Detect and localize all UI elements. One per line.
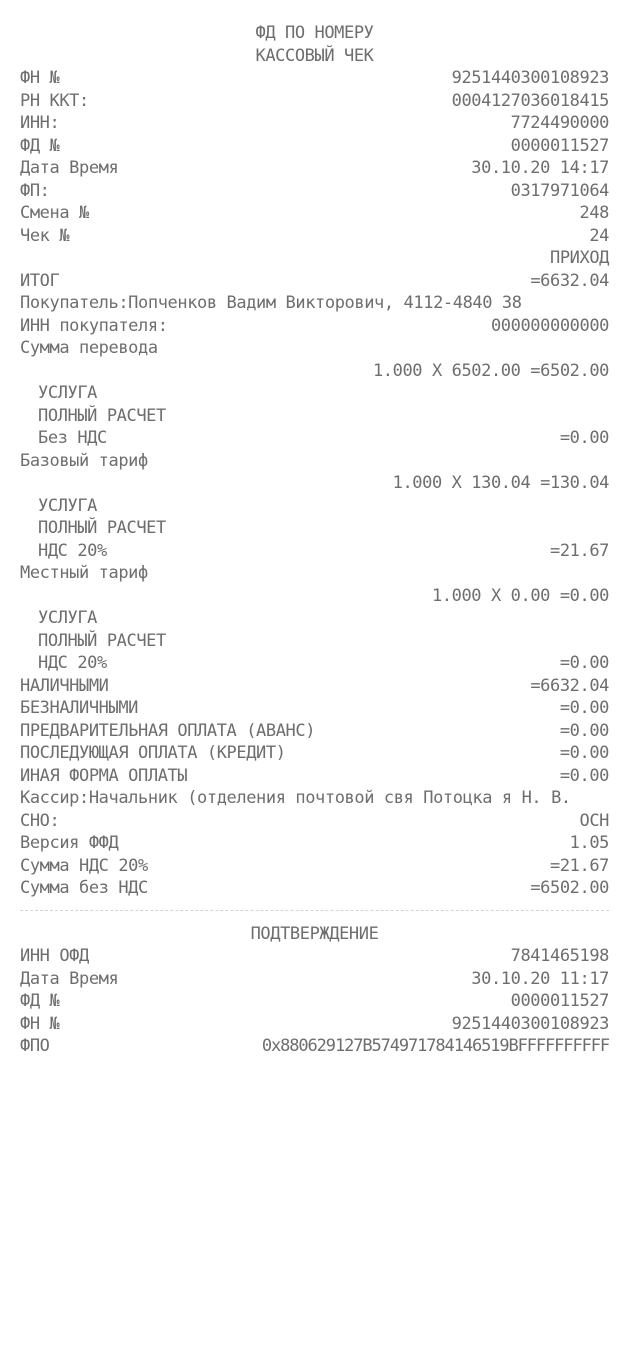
item-payment-method: ПОЛНЫЙ РАСЧЕТ bbox=[38, 518, 166, 538]
confirmation-label: ИНН ОФД bbox=[20, 946, 89, 966]
footer-info-row bbox=[20, 810, 609, 833]
item-vat-value: =0.00 bbox=[559, 428, 609, 448]
info-row bbox=[20, 67, 609, 90]
item-name: Местный тариф bbox=[20, 563, 148, 583]
payment-value: =0.00 bbox=[559, 743, 609, 763]
confirmation-row bbox=[20, 1035, 609, 1058]
payment-label: НАЛИЧНЫМИ bbox=[20, 675, 109, 696]
operation-type: ПРИХОД bbox=[549, 248, 609, 268]
info-label: РН ККТ: bbox=[20, 90, 89, 111]
info-label: ИНН: bbox=[20, 113, 60, 133]
confirmation-value: 9251440300108923 bbox=[451, 1013, 609, 1034]
item-calc: 1.000 X 130.04 =130.04 bbox=[392, 473, 609, 493]
confirmation-value: 7841465198 bbox=[510, 946, 609, 966]
info-value: 0000011527 bbox=[510, 135, 609, 156]
payment-row bbox=[20, 742, 609, 765]
total-label: ИТОГ bbox=[20, 270, 60, 291]
payment-label: ПОСЛЕДУЮЩАЯ ОПЛАТА (КРЕДИТ) bbox=[20, 743, 286, 763]
buyer-name: Покупатель:Попченков Вадим Викторович, 4112-4840 38 bbox=[20, 293, 522, 313]
info-label: ФН № bbox=[20, 68, 60, 88]
payment-value: =0.00 bbox=[559, 720, 609, 741]
cashier-name: Кассир:Начальник (отделения почтовой свя Потоцка я Н. В. bbox=[20, 788, 571, 808]
item-vat-row bbox=[20, 427, 609, 450]
info-value: 9251440300108923 bbox=[451, 68, 609, 88]
info-label: Смена № bbox=[20, 203, 89, 223]
item-calc: 1.000 X 0.00 =0.00 bbox=[431, 585, 609, 606]
payment-row bbox=[20, 720, 609, 743]
info-label: ФП: bbox=[20, 180, 50, 201]
payment-value: =0.00 bbox=[559, 698, 609, 718]
info-value: 248 bbox=[579, 203, 609, 223]
item-vat-row bbox=[20, 652, 609, 675]
payment-row bbox=[20, 697, 609, 720]
total-row bbox=[20, 270, 609, 293]
info-label: ФД № bbox=[20, 135, 60, 156]
payment-row bbox=[20, 765, 609, 788]
footer-info-row bbox=[20, 832, 609, 855]
confirmation-label: ФН № bbox=[20, 1013, 60, 1034]
payment-label: БЕЗНАЛИЧНЫМИ bbox=[20, 698, 139, 718]
item-type: УСЛУГА bbox=[38, 383, 98, 403]
confirmation-label: ФПО bbox=[20, 1036, 50, 1056]
item-payment-method: ПОЛНЫЙ РАСЧЕТ bbox=[38, 405, 166, 426]
footer-info-label: СНО: bbox=[20, 810, 60, 831]
info-value: 0004127036018415 bbox=[451, 90, 609, 111]
payment-value: =0.00 bbox=[559, 765, 609, 786]
footer-info-value: =21.67 bbox=[549, 855, 609, 876]
info-label: Дата Время bbox=[20, 158, 119, 178]
confirmation-row bbox=[20, 1013, 609, 1036]
info-value: 0317971064 bbox=[510, 180, 609, 201]
confirmation-label: ФД № bbox=[20, 991, 60, 1011]
item-type: УСЛУГА bbox=[38, 608, 98, 628]
total-value: =6632.04 bbox=[530, 270, 609, 291]
item-vat-value: =0.00 bbox=[559, 653, 609, 673]
item-calc: 1.000 X 6502.00 =6502.00 bbox=[372, 360, 609, 381]
confirmation-row bbox=[20, 945, 609, 968]
info-label: Чек № bbox=[20, 225, 70, 246]
footer-info-row bbox=[20, 855, 609, 878]
confirmation-value: 30.10.20 11:17 bbox=[471, 968, 609, 989]
info-value: 30.10.20 14:17 bbox=[471, 158, 609, 178]
item-vat-row bbox=[20, 540, 609, 563]
info-row bbox=[20, 225, 609, 248]
buyer-inn-row bbox=[20, 315, 609, 338]
confirmation-value: 0x880629127B574971784146519BFFFFFFFFFF bbox=[261, 1036, 609, 1056]
info-row bbox=[20, 90, 609, 113]
footer-info-label: Сумма без НДС bbox=[20, 878, 148, 898]
confirmation-row bbox=[20, 968, 609, 991]
info-row bbox=[20, 157, 609, 180]
footer-info-value: =6502.00 bbox=[530, 878, 609, 898]
info-value: 7724490000 bbox=[510, 113, 609, 133]
item-vat-label: НДС 20% bbox=[38, 653, 107, 673]
info-row bbox=[20, 135, 609, 158]
footer-info-label: Сумма НДС 20% bbox=[20, 855, 148, 876]
item-vat-label: НДС 20% bbox=[38, 540, 107, 561]
item-name: Базовый тариф bbox=[20, 450, 148, 471]
receipt-header-line2: КАССОВЫЙ ЧЕК bbox=[255, 45, 374, 66]
buyer-inn-label: ИНН покупателя: bbox=[20, 315, 168, 336]
footer-info-value: ОСН bbox=[579, 810, 609, 831]
payment-label: ИНАЯ ФОРМА ОПЛАТЫ bbox=[20, 765, 188, 786]
footer-info-label: Версия ФФД bbox=[20, 833, 119, 853]
info-row bbox=[20, 202, 609, 225]
info-row bbox=[20, 180, 609, 203]
item-vat-label: Без НДС bbox=[38, 428, 107, 448]
footer-info-row bbox=[20, 877, 609, 900]
payment-label: ПРЕДВАРИТЕЛЬНАЯ ОПЛАТА (АВАНС) bbox=[20, 720, 316, 741]
receipt-header-line1: ФД ПО НОМЕРУ bbox=[255, 23, 374, 43]
confirmation-row bbox=[20, 990, 609, 1013]
confirmation-label: Дата Время bbox=[20, 968, 119, 989]
payment-value: =6632.04 bbox=[530, 675, 609, 696]
footer-info-value: 1.05 bbox=[569, 833, 609, 853]
buyer-inn-value: 000000000000 bbox=[490, 315, 609, 336]
confirmation-value: 0000011527 bbox=[510, 991, 609, 1011]
info-row bbox=[20, 112, 609, 135]
info-value: 24 bbox=[589, 225, 609, 246]
payment-row bbox=[20, 675, 609, 698]
confirmation-title: ПОДТВЕРЖДЕНИЕ bbox=[250, 923, 379, 944]
item-name: Сумма перевода bbox=[20, 338, 158, 358]
item-vat-value: =21.67 bbox=[549, 540, 609, 561]
section-divider bbox=[20, 910, 609, 911]
item-type: УСЛУГА bbox=[38, 495, 98, 516]
item-payment-method: ПОЛНЫЙ РАСЧЕТ bbox=[38, 630, 166, 651]
